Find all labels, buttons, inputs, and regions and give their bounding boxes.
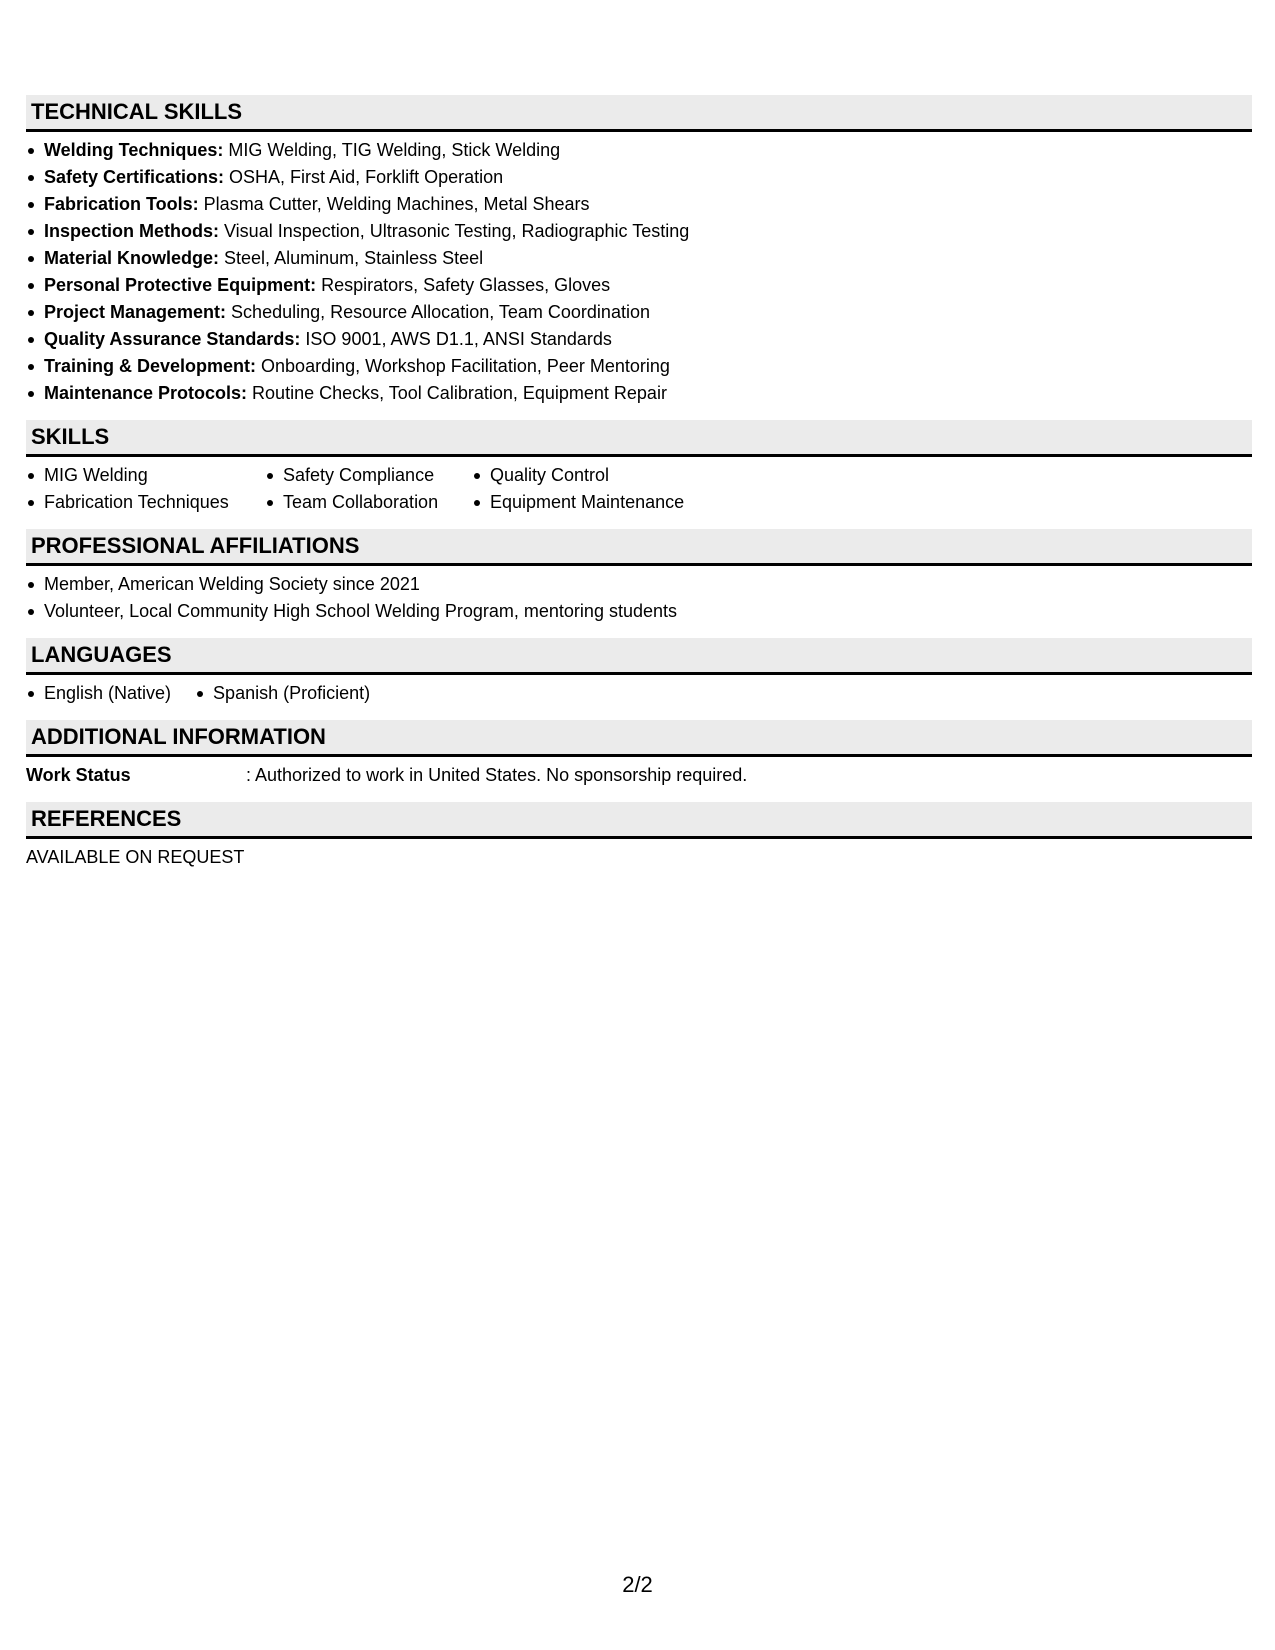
skill-category-label: Project Management: — [44, 302, 227, 322]
skill-category-label: Maintenance Protocols: — [44, 383, 248, 403]
skills-list — [26, 462, 1252, 516]
section-title: REFERENCES — [31, 806, 182, 831]
skill-category-label: Personal Protective Equipment: — [44, 275, 317, 295]
list-item: Safety Compliance — [265, 462, 472, 489]
list-item: English (Native) — [26, 680, 171, 707]
list-item — [26, 272, 1252, 299]
affiliations-list — [26, 571, 1252, 625]
skill-category-value: ISO 9001, AWS D1.1, ANSI Standards — [300, 329, 612, 349]
languages-header — [26, 638, 1252, 675]
skill-category-label: Training & Development: — [44, 356, 257, 376]
list-item — [26, 299, 1252, 326]
list-item: Equipment Maintenance — [472, 489, 712, 516]
languages-list — [26, 680, 1252, 707]
list-item — [26, 245, 1252, 272]
skill-category-label: Safety Certifications: — [44, 167, 225, 187]
skill-category-label: Inspection Methods: — [44, 221, 219, 241]
references-header — [26, 802, 1252, 839]
list-item — [26, 218, 1252, 245]
skill-category-value: MIG Welding, TIG Welding, Stick Welding — [223, 140, 561, 160]
list-item: Spanish (Proficient) — [195, 680, 370, 707]
skill-category-label: Quality Assurance Standards: — [44, 329, 301, 349]
list-item — [26, 191, 1252, 218]
skill-category-value: Visual Inspection, Ultrasonic Testing, Radiographic Testing — [219, 221, 690, 241]
affiliations-header — [26, 529, 1252, 566]
work-status-row — [26, 762, 1252, 789]
section-title: SKILLS — [31, 424, 110, 449]
skill-category-value: Onboarding, Workshop Facilitation, Peer Mentoring — [256, 356, 670, 376]
section-title: PROFESSIONAL AFFILIATIONS — [31, 533, 360, 558]
skills-header — [26, 420, 1252, 457]
skill-category-value: Routine Checks, Tool Calibration, Equipment Repair — [247, 383, 667, 403]
skill-category-label: Material Knowledge: — [44, 248, 220, 268]
list-item: MIG Welding — [26, 462, 265, 489]
skill-category-value: Respirators, Safety Glasses, Gloves — [316, 275, 611, 295]
technical-skills-list — [26, 137, 1252, 407]
list-item: Team Collaboration — [265, 489, 472, 516]
skill-category-value: Plasma Cutter, Welding Machines, Metal Shears — [198, 194, 590, 214]
technical-skills-header — [26, 95, 1252, 132]
list-item — [26, 326, 1252, 353]
list-item: Fabrication Techniques — [26, 489, 265, 516]
list-item — [26, 353, 1252, 380]
skill-category-value: Steel, Aluminum, Stainless Steel — [219, 248, 484, 268]
page-number: 2/2 — [622, 1572, 653, 1597]
list-item — [26, 164, 1252, 191]
additional-info-header — [26, 720, 1252, 757]
list-item: Volunteer, Local Community High School Welding Program, mentoring students — [26, 598, 1252, 625]
section-title: ADDITIONAL INFORMATION — [31, 724, 326, 749]
references-text: AVAILABLE ON REQUEST — [26, 847, 245, 867]
work-status-label: Work Status — [26, 765, 131, 785]
skill-category-value: OSHA, First Aid, Forklift Operation — [224, 167, 504, 187]
section-title: LANGUAGES — [31, 642, 172, 667]
skill-category-value: Scheduling, Resource Allocation, Team Coordination — [226, 302, 650, 322]
list-item — [26, 380, 1252, 407]
list-item: Quality Control — [472, 462, 712, 489]
work-status-value: : Authorized to work in United States. No sponsorship required. — [246, 765, 748, 785]
skill-category-label: Welding Techniques: — [44, 140, 224, 160]
resume-page — [26, 95, 1252, 871]
list-item: Member, American Welding Society since 2021 — [26, 571, 1252, 598]
list-item — [26, 137, 1252, 164]
section-title: TECHNICAL SKILLS — [31, 99, 243, 124]
skill-category-label: Fabrication Tools: — [44, 194, 199, 214]
